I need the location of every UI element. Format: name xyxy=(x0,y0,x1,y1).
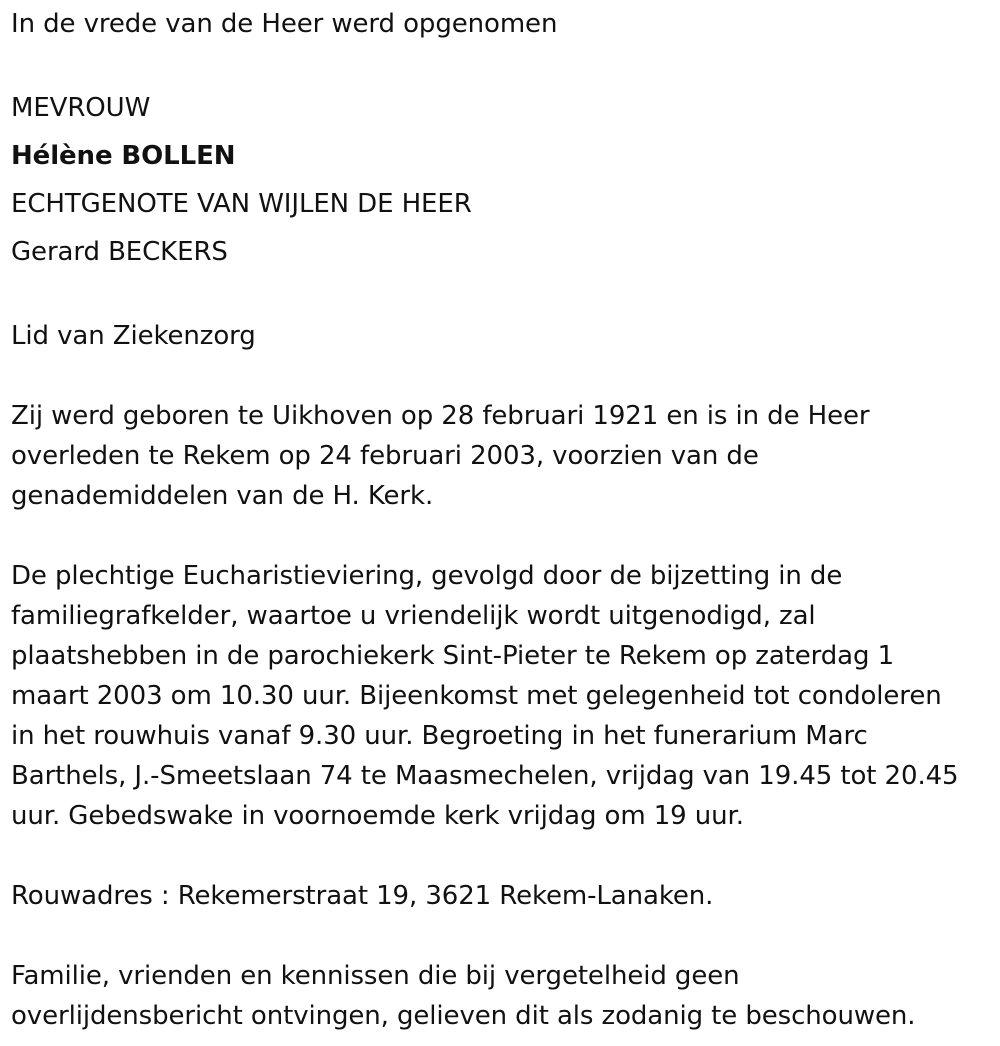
birth-death-paragraph xyxy=(11,396,986,516)
obituary-document xyxy=(11,4,986,1036)
paragraph-line: Familie, vrienden en kennissen die bij vergetelheid geen xyxy=(11,961,740,991)
spacer xyxy=(11,916,986,956)
paragraph-line: plaatshebben in de parochiekerk Sint-Pieter te Rekem op zaterdag 1 xyxy=(11,641,895,671)
paragraph-line: familiegrafkelder, waartoe u vriendelijk wordt uitgenodigd, zal xyxy=(11,601,816,631)
deceased-name: Hélène BOLLEN xyxy=(11,141,236,171)
paragraph-line: uur. Gebedswake in voornoemde kerk vrijdag om 19 uur. xyxy=(11,801,744,831)
spacer xyxy=(11,276,986,316)
paragraph-line: maart 2003 om 10.30 uur. Bijeenkomst met gelegenheid tot condoleren xyxy=(11,681,942,711)
spacer xyxy=(11,44,986,84)
paragraph-line: genademiddelen van de H. Kerk. xyxy=(11,481,434,511)
paragraph-line: Barthels, J.-Smeetslaan 74 te Maasmechelen, vrijdag van 19.45 tot 20.45 xyxy=(11,761,959,791)
spacer xyxy=(11,356,986,396)
spouse-name: Gerard BECKERS xyxy=(11,237,228,267)
intro-line: In de vrede van de Heer werd opgenomen xyxy=(11,9,558,39)
paragraph-line: De plechtige Eucharistieviering, gevolgd door de bijzetting in de xyxy=(11,561,843,591)
membership-line: Lid van Ziekenzorg xyxy=(11,321,256,351)
paragraph-line: overleden te Rekem op 24 februari 2003, voorzien van de xyxy=(11,441,759,471)
address-line: Rouwadres : Rekemerstraat 19, 3621 Rekem-Lanaken. xyxy=(11,881,714,911)
paragraph-line: Zij werd geboren te Uikhoven op 28 februari 1921 en is in de Heer xyxy=(11,401,870,431)
title-line: MEVROUW xyxy=(11,93,151,123)
ceremony-paragraph xyxy=(11,556,986,836)
paragraph-line: overlijdensbericht ontvingen, gelieven dit als zodanig te beschouwen. xyxy=(11,1001,916,1031)
spouse-label: ECHTGENOTE VAN WIJLEN DE HEER xyxy=(11,189,472,219)
spacer xyxy=(11,516,986,556)
closing-paragraph xyxy=(11,956,986,1036)
spacer xyxy=(11,836,986,876)
paragraph-line: in het rouwhuis vanaf 9.30 uur. Begroeting in het funerarium Marc xyxy=(11,721,868,751)
